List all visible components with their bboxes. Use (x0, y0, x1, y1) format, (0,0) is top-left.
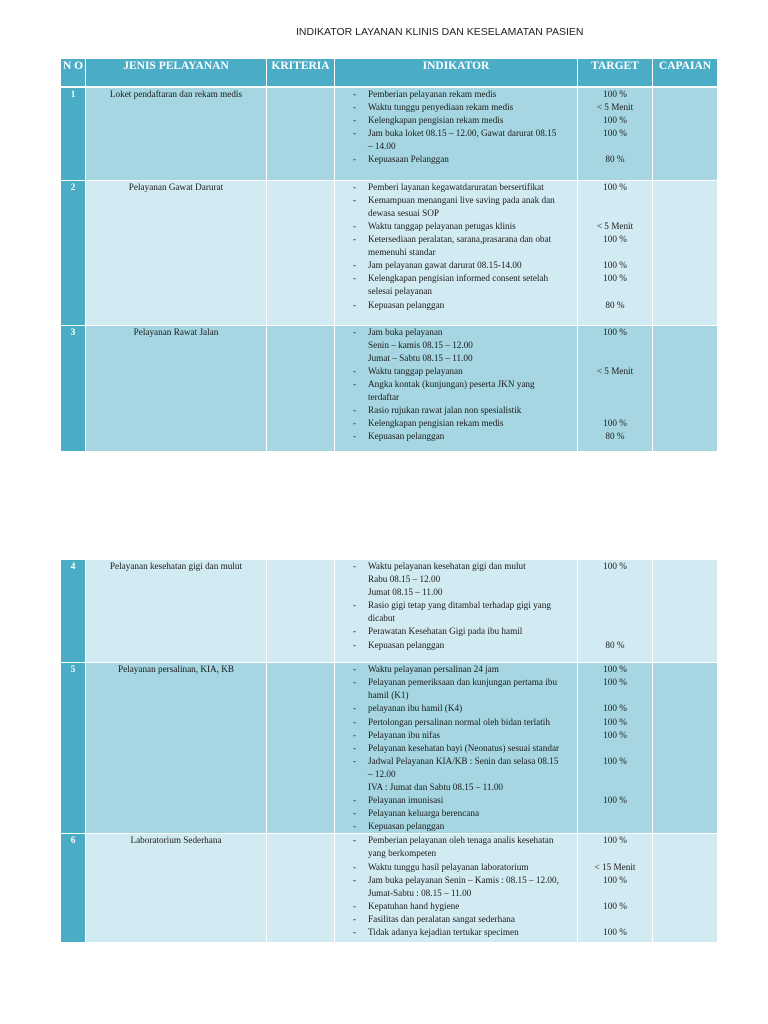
row-number: 3 (61, 325, 86, 452)
target-value (578, 599, 652, 612)
bullet-dash: - (353, 273, 357, 284)
bullet-dash: - (353, 664, 357, 675)
row-number: 1 (61, 87, 86, 180)
indikator-text: yang berkompeten (368, 848, 437, 859)
indikator-text: Jam buka pelayanan Senin – Kamis : 08.15 – 12.00, (368, 874, 559, 885)
table-row (61, 560, 718, 663)
row-number: 5 (61, 663, 86, 834)
indikator-text: Kemampuan menangani live saving pada anak dan (368, 194, 555, 205)
indikator-text: Kepuasan pelanggan (368, 821, 445, 832)
indikator-list (335, 663, 577, 833)
indikator-item (335, 417, 577, 430)
target-value: 100 % (603, 234, 627, 245)
target-value: 100 % (603, 181, 627, 192)
indikator-text: Waktu tunggu hasil pelayanan laboratorium (368, 861, 529, 872)
bullet-dash: - (353, 874, 357, 885)
row-number: 6 (61, 834, 86, 942)
jenis-pelayanan-cell: Pelayanan Rawat Jalan (86, 325, 267, 452)
indikator-item (335, 285, 577, 298)
indikator-text: Perawatan Kesehatan Gigi pada ibu hamil (368, 626, 523, 637)
indikator-item (335, 378, 577, 391)
target-value: < 15 Menit (594, 861, 636, 872)
indikator-list (335, 181, 577, 325)
bullet-dash: - (353, 561, 357, 571)
indikator-text: memenuhi standar (368, 247, 436, 258)
indikator-item (335, 207, 577, 220)
target-value (578, 573, 652, 586)
bullet-dash: - (353, 861, 357, 872)
indikator-text: Fasilitas dan peralatan sangat sederhana (368, 913, 515, 924)
bullet-dash: - (353, 194, 357, 205)
indikator-text: Waktu pelayanan persalinan 24 jam (368, 664, 499, 675)
target-value (578, 194, 652, 207)
jenis-pelayanan-cell: Laboratorium Sederhana (86, 834, 267, 942)
target-value (578, 820, 652, 833)
target-value: 100 % (603, 326, 627, 337)
header-capaian: CAPAIAN (653, 59, 718, 87)
target-value (578, 913, 652, 926)
indikator-item (335, 560, 577, 573)
indikator-item (335, 259, 577, 272)
header-indikator: INDIKATOR (335, 59, 578, 87)
bullet-dash: - (353, 260, 357, 271)
target-value: 100 % (603, 729, 627, 740)
target-value: 80 % (605, 299, 625, 310)
header-jenis-pelayanan: JENIS PELAYANAN (86, 59, 267, 87)
target-value: 100 % (603, 89, 627, 99)
indikator-item (335, 101, 577, 114)
bullet-dash: - (353, 626, 357, 637)
indikator-text: Kelengkapan pengisian rekam medis (368, 115, 504, 126)
indikator-text: Waktu tanggap pelayanan petugas klinis (368, 220, 516, 231)
kriteria-cell (267, 834, 335, 942)
capaian-cell (653, 180, 718, 325)
bullet-dash: - (353, 299, 357, 310)
bullet-dash: - (353, 181, 357, 192)
indikator-item (335, 127, 577, 140)
indikator-text: Jumat 08.15 – 11.00 (368, 587, 443, 598)
indikator-item (335, 220, 577, 233)
target-value (578, 887, 652, 900)
bullet-dash: - (353, 326, 357, 337)
indikator-text: Jam buka pelayanan (368, 326, 443, 337)
target-value (578, 140, 652, 153)
target-value: 100 % (603, 755, 627, 766)
indikator-item (335, 768, 577, 781)
indikator-text: Jadwal Pelayanan KIA/KB : Senin dan selasa 08.15 (368, 755, 559, 766)
indikator-item (335, 153, 577, 166)
indikator-text: Pelayanan kesehatan bayi (Neonatus) sesuai standar (368, 742, 560, 753)
table-row (61, 325, 718, 452)
target-value (578, 339, 652, 352)
indikator-text: Kepuasan pelanggan (368, 431, 445, 442)
indikator-cell (335, 560, 578, 663)
bullet-dash: - (353, 154, 357, 165)
bullet-dash: - (353, 913, 357, 924)
indikator-item (335, 847, 577, 860)
bullet-dash: - (353, 89, 357, 99)
indikator-item (335, 729, 577, 742)
target-value (578, 768, 652, 781)
indikator-text: selesai pelayanan (368, 286, 433, 297)
indikator-cell (335, 180, 578, 325)
indikator-item (335, 913, 577, 926)
target-value (578, 246, 652, 259)
indikator-text: dewasa sesuai SOP (368, 207, 439, 218)
indikator-item (335, 299, 577, 312)
indikator-list (335, 88, 577, 180)
target-value: 100 % (603, 260, 627, 271)
indikator-text: Kepuasaan Pelanggan (368, 154, 449, 165)
target-value: 100 % (603, 677, 627, 688)
bullet-dash: - (353, 128, 357, 139)
target-value: < 5 Menit (596, 365, 634, 376)
target-value: 80 % (605, 154, 625, 165)
capaian-cell (653, 87, 718, 180)
indikator-text: Kelengkapan pengisian informed consent setelah (368, 273, 549, 284)
indikator-item (335, 900, 577, 913)
target-cell (578, 834, 653, 942)
bullet-dash: - (353, 821, 357, 832)
bullet-dash: - (353, 835, 357, 846)
indikator-item (335, 663, 577, 676)
table-row (61, 180, 718, 325)
target-cell (578, 560, 653, 663)
target-value: 100 % (603, 795, 627, 806)
indikator-item (335, 339, 577, 352)
target-value: 100 % (603, 927, 627, 937)
table-row (61, 834, 718, 942)
target-value (578, 742, 652, 755)
table-row (61, 663, 718, 834)
indikator-text: pelayanan ibu hamil (K4) (368, 703, 463, 714)
indikator-cell (335, 325, 578, 452)
indikator-text: Pelayanan keluarga berencana (368, 808, 480, 819)
indikator-item (335, 874, 577, 887)
indikator-item (335, 676, 577, 689)
target-value (578, 391, 652, 404)
indikator-text: – 14.00 (368, 141, 396, 152)
indikator-item (335, 861, 577, 874)
indikator-text: Pelayanan ibu nifas (368, 729, 440, 740)
bullet-dash: - (353, 703, 357, 714)
kriteria-cell (267, 180, 335, 325)
indikator-item (335, 834, 577, 847)
bullet-dash: - (353, 742, 357, 753)
capaian-cell (653, 560, 718, 663)
bullet-dash: - (353, 795, 357, 806)
bullet-dash: - (353, 431, 357, 442)
indikator-text: Kepatuhan hand hygiene (368, 900, 460, 911)
indikator-list (335, 560, 577, 662)
indikator-text: Pemberian pelayanan rekam medis (368, 89, 497, 99)
indikator-item (335, 625, 577, 638)
target-value (578, 404, 652, 417)
target-value: < 5 Menit (596, 220, 634, 231)
indikator-item (335, 194, 577, 207)
indikator-cell (335, 834, 578, 942)
target-value: 100 % (603, 900, 627, 911)
indikator-item (335, 430, 577, 443)
jenis-pelayanan-cell: Pelayanan persalinan, KIA, KB (86, 663, 267, 834)
row-number: 2 (61, 180, 86, 325)
indikator-text: Kepuasan pelanggan (368, 639, 445, 650)
indikator-item (335, 365, 577, 378)
target-value (578, 378, 652, 391)
indikator-item (335, 926, 577, 939)
target-value: 100 % (603, 418, 627, 429)
indikator-item (335, 140, 577, 153)
indikator-text: Jam pelayanan gawat darurat 08.15-14.00 (368, 260, 522, 271)
indikator-text: Kepuasan pelanggan (368, 299, 445, 310)
indikator-text: Kelengkapan pengisian rekam medis (368, 418, 504, 429)
target-value: 100 % (603, 703, 627, 714)
target-value: 100 % (603, 716, 627, 727)
indikator-item (335, 114, 577, 127)
capaian-cell (653, 834, 718, 942)
indikator-item (335, 88, 577, 101)
indikator-text: Angka kontak (kunjungan) peserta JKN yang (368, 379, 535, 390)
bullet-dash: - (353, 900, 357, 911)
indikator-text: Rabu 08.15 – 12.00 (368, 574, 441, 585)
indikator-text: Jumat-Sabtu : 08.15 – 11.00 (368, 887, 472, 898)
bullet-dash: - (353, 234, 357, 245)
capaian-cell (653, 325, 718, 452)
indikator-text: dicabut (368, 613, 396, 624)
header-target: TARGET (578, 59, 653, 87)
indikator-text: Tidak adanya kejadian tertukar specimen (368, 927, 519, 937)
jenis-pelayanan-cell: Loket pendaftaran dan rekam medis (86, 87, 267, 180)
bullet-dash: - (353, 639, 357, 650)
indikator-text: Jam buka loket 08.15 – 12.00, Gawat darurat 08.15 (368, 128, 557, 139)
bullet-dash: - (353, 220, 357, 231)
indikator-text: Pelayanan imunisasi (368, 795, 444, 806)
row-number: 4 (61, 560, 86, 663)
target-value: 80 % (605, 431, 625, 442)
indikator-text: Waktu tunggu penyediaan rekam medis (368, 102, 514, 113)
capaian-cell (653, 663, 718, 834)
bullet-dash: - (353, 365, 357, 376)
header-no: N O (61, 59, 86, 87)
bullet-dash: - (353, 716, 357, 727)
indikator-cell (335, 87, 578, 180)
indikator-text: IVA : Jumat dan Sabtu 08.15 – 11.00 (368, 781, 504, 792)
target-value: 100 % (603, 664, 627, 675)
target-value (578, 807, 652, 820)
table-row (61, 87, 718, 180)
kriteria-cell (267, 560, 335, 663)
bullet-dash: - (353, 405, 357, 416)
kriteria-cell (267, 87, 335, 180)
indikator-text: Senin – kamis 08.15 – 12.00 (368, 339, 473, 350)
kriteria-cell (267, 663, 335, 834)
indikator-item (335, 352, 577, 365)
indikator-item (335, 233, 577, 246)
indikator-text: Pemberi layanan kegawatdaruratan bersertifikat (368, 181, 544, 192)
indikator-text: Pemberian pelayanan oleh tenaga analis kesehatan (368, 835, 554, 846)
indikator-item (335, 887, 577, 900)
target-value: 100 % (603, 561, 627, 571)
indikator-text: Rasio gigi tetap yang ditambal terhadap gigi yang (368, 600, 551, 611)
indikator-text: terdaftar (368, 392, 400, 403)
indikator-item (335, 404, 577, 417)
target-value (578, 625, 652, 638)
indikator-item (335, 326, 577, 339)
indikator-text: Ketersediaan peralatan, sarana,prasarana dan obat (368, 234, 552, 245)
indikator-item (335, 807, 577, 820)
indikator-text: Waktu tanggap pelayanan (368, 365, 463, 376)
bullet-dash: - (353, 729, 357, 740)
target-cell (578, 87, 653, 180)
indikator-item (335, 246, 577, 259)
target-value (578, 781, 652, 794)
indikator-item (335, 794, 577, 807)
target-value: 100 % (603, 273, 627, 284)
indikator-item (335, 820, 577, 833)
indicator-table-page-1 (60, 59, 718, 452)
table-header-row (61, 59, 718, 87)
target-value (578, 207, 652, 220)
indikator-cell (335, 663, 578, 834)
target-value (578, 612, 652, 625)
target-cell (578, 180, 653, 325)
indikator-list (335, 834, 577, 941)
target-value: 100 % (603, 874, 627, 885)
bullet-dash: - (353, 927, 357, 937)
indikator-text: hamil (K1) (368, 690, 409, 701)
indikator-item (335, 702, 577, 715)
indikator-item (335, 612, 577, 625)
bullet-dash: - (353, 677, 357, 688)
target-value (578, 586, 652, 599)
indikator-text: Waktu pelayanan kesehatan gigi dan mulut (368, 561, 526, 571)
bullet-dash: - (353, 418, 357, 429)
bullet-dash: - (353, 102, 357, 113)
jenis-pelayanan-cell: Pelayanan kesehatan gigi dan mulut (86, 560, 267, 663)
bullet-dash: - (353, 115, 357, 126)
target-cell (578, 663, 653, 834)
target-value: 100 % (603, 128, 627, 139)
indikator-text: Pertolongan persalinan normal oleh bidan terlatih (368, 716, 550, 727)
indikator-text: Jumat – Sabtu 08.15 – 11.00 (368, 352, 473, 363)
target-value: 100 % (603, 835, 627, 846)
bullet-dash: - (353, 379, 357, 390)
target-value (578, 847, 652, 860)
indicator-table-page-2 (60, 560, 718, 943)
indikator-item (335, 742, 577, 755)
target-value (578, 689, 652, 702)
bullet-dash: - (353, 600, 357, 611)
indikator-item (335, 781, 577, 794)
bullet-dash: - (353, 808, 357, 819)
jenis-pelayanan-cell: Pelayanan Gawat Darurat (86, 180, 267, 325)
target-cell (578, 325, 653, 452)
indikator-item (335, 573, 577, 586)
bullet-dash: - (353, 755, 357, 766)
target-value: 80 % (605, 639, 625, 650)
target-value (578, 352, 652, 365)
indikator-item (335, 716, 577, 729)
indikator-item (335, 586, 577, 599)
indikator-text: – 12.00 (368, 768, 396, 779)
indikator-item (335, 599, 577, 612)
target-value: 100 % (603, 115, 627, 126)
indikator-item (335, 391, 577, 404)
document-title: INDIKATOR LAYANAN KLINIS DAN KESELAMATAN PASIEN (296, 26, 584, 38)
indikator-item (335, 755, 577, 768)
indikator-item (335, 181, 577, 194)
indikator-text: Pelayanan pemeriksaan dan kunjungan pertama ibu (368, 677, 558, 688)
indikator-text: Rasio rujukan rawat jalan non spesialistik (368, 405, 522, 416)
indikator-item (335, 272, 577, 285)
target-value (578, 285, 652, 298)
target-value: < 5 Menit (596, 102, 634, 113)
indikator-item (335, 689, 577, 702)
header-kriteria: KRITERIA (267, 59, 335, 87)
indikator-list (335, 326, 577, 452)
kriteria-cell (267, 325, 335, 452)
indikator-item (335, 639, 577, 652)
